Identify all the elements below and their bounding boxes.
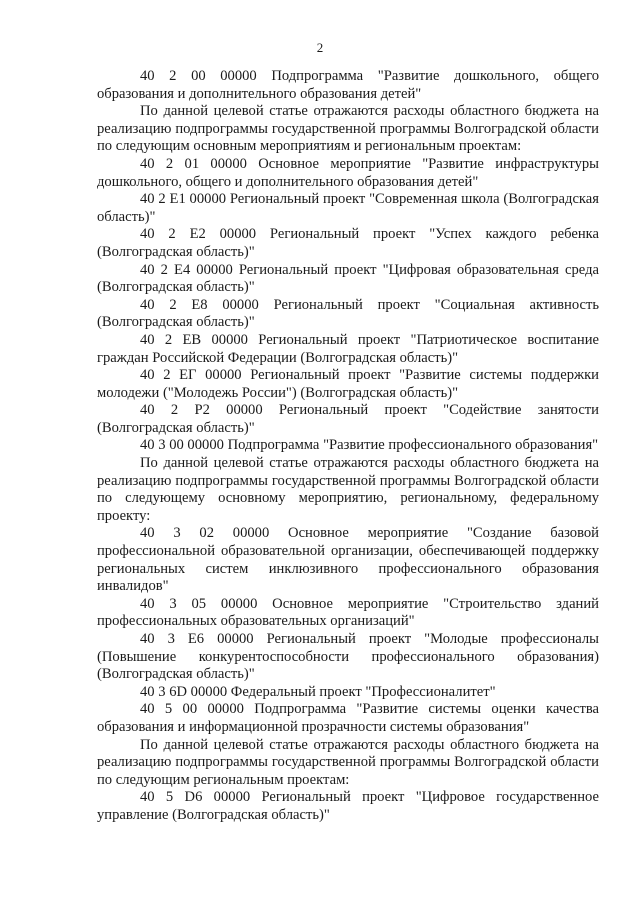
paragraph-item: 40 2 E4 00000 Региональный проект "Цифровая образовательная среда (Волгоградская область)"	[97, 261, 599, 296]
paragraph-item: 40 2 P2 00000 Региональный проект "Содействие занятости (Волгоградская область)"	[97, 402, 599, 436]
paragraph-item: 40 3 05 00000 Основное мероприятие "Строительство зданий профессиональных образовательных организаций"	[97, 595, 599, 630]
paragraph-item: 40 2 ЕГ 00000 Региональный проект "Развитие системы поддержки молодежи ("Молодежь России") (Волгоградская область)"	[97, 367, 599, 401]
paragraph-item: 40 2 01 00000 Основное мероприятие "Развитие инфраструктуры дошкольного, общего и дополнительного образования детей"	[97, 155, 599, 190]
paragraph-description: По данной целевой статье отражаются расходы областного бюджета на реализацию подпрограммы государственной программы Волгоградской области по следующему основному мероприятию, региональному, федеральному проекту:	[97, 455, 599, 524]
paragraph-subprogram-40-3: 40 3 00 00000 Подпрограмма "Развитие профессионального образования"	[140, 437, 599, 454]
paragraph-item: 40 2 E8 00000 Региональный проект "Социальная активность (Волгоградская область)"	[97, 296, 599, 331]
paragraph-subprogram-40-5: 40 5 00 00000 Подпрограмма "Развитие системы оценки качества образования и информационной прозрачности системы образования"	[97, 701, 599, 735]
paragraph-subprogram-40-2: 40 2 00 00000 Подпрограмма "Развитие дошкольного, общего образования и дополнительного образования детей"	[97, 68, 599, 102]
paragraph-item: 40 3 02 00000 Основное мероприятие "Создание базовой профессиональной образовательной организации, обеспечивающей поддержку региональных систем инклюзивного профессионального образования инвалидов"	[97, 525, 599, 595]
paragraph-description: По данной целевой статье отражаются расходы областного бюджета на реализацию подпрограммы государственной программы Волгоградской области по следующим основным мероприятиям и региональным проектам:	[97, 103, 599, 155]
paragraph-item: 40 5 D6 00000 Региональный проект "Цифровое государственное управление (Волгоградская область)"	[97, 789, 599, 823]
paragraph-item: 40 3 E6 00000 Региональный проект "Молодые профессионалы (Повышение конкурентоспособности профессионального образования) (Волгоградская область)"	[97, 631, 599, 683]
page-number: 2	[316, 40, 324, 55]
paragraph-item: 40 3 6D 00000 Федеральный проект "Профессионалитет"	[140, 683, 496, 700]
paragraph-item: 40 2 EB 00000 Региональный проект "Патриотическое воспитание граждан Российской Федерации (Волгоградская область)"	[97, 331, 599, 366]
paragraph-item: 40 2 E2 00000 Региональный проект "Успех каждого ребенка (Волгоградская область)"	[97, 226, 599, 260]
document-body	[97, 68, 599, 825]
paragraph-description: По данной целевой статье отражаются расходы областного бюджета на реализацию подпрограммы государственной программы Волгоградской области по следующим региональным проектам:	[97, 736, 599, 788]
paragraph-item: 40 2 E1 00000 Региональный проект "Современная школа (Волгоградская область)"	[97, 191, 599, 225]
